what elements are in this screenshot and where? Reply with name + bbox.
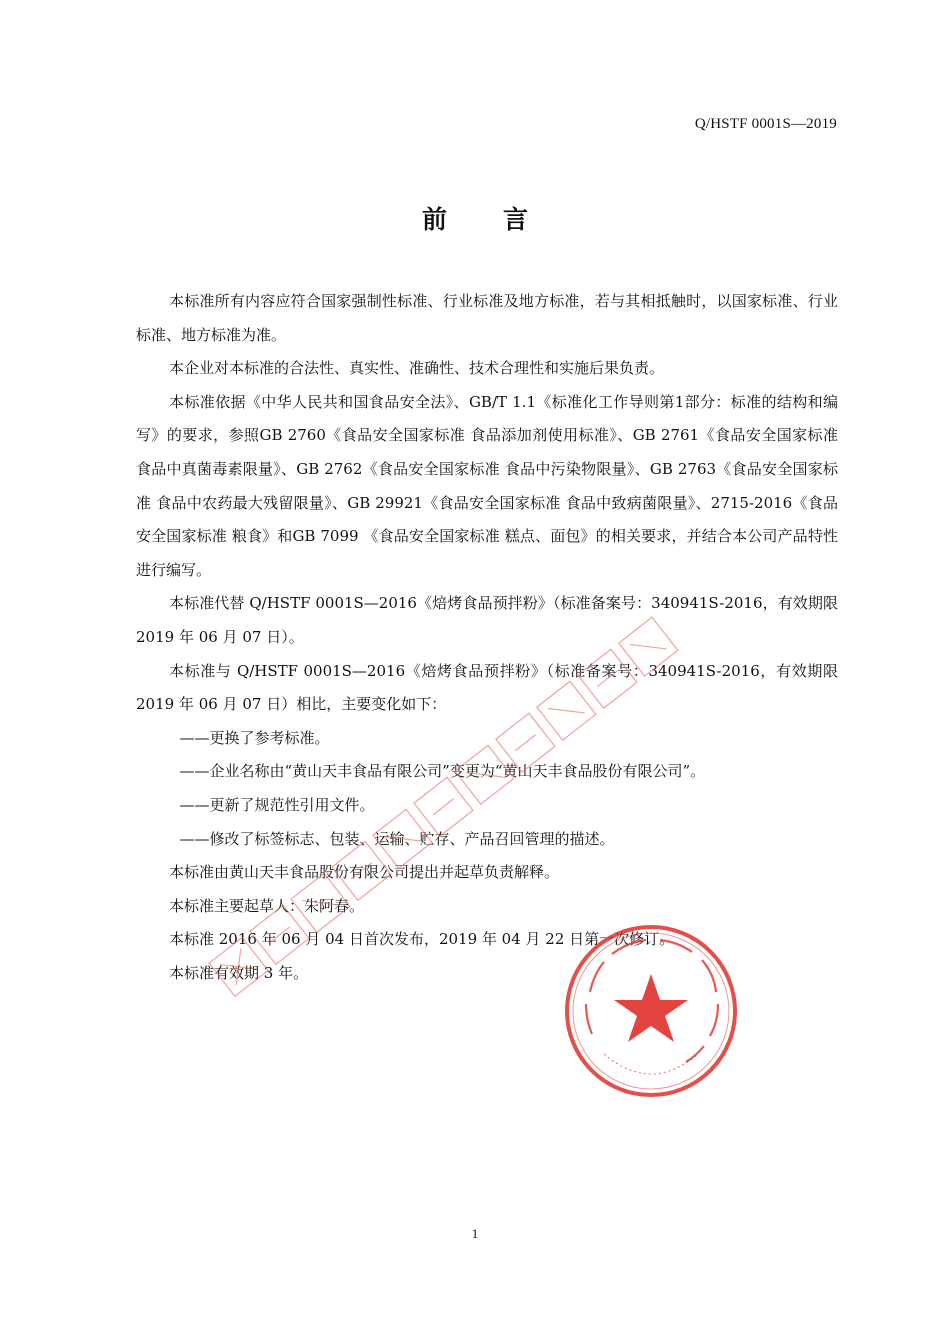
- closing-paragraph: 本标准由黄山天丰食品股份有限公司提出并起草负责解释。: [169, 863, 560, 882]
- paragraph: 本标准所有内容应符合国家强制性标准、行业标准及地方标准，若与其相抵触时，以国家标准、行业标准、地方标准为准。: [136, 292, 838, 344]
- paragraph: 本标准依据《中华人民共和国食品安全法》、GB/T 1.1《标准化工作导则第1部分：标准的结构和编写》的要求，参照GB 2760《食品安全国家标准 食品添加剂使用标准》、GB 2761《食品安全国家标准 食品中真菌毒素限量》、GB 2762《食品安全国家标准 食品中污染物限量》、GB 2763《食品安全国家标准 食品中农药最大残留限量》、GB 29921《食品安全国家标准 食品中致病菌限量》、2715-2016《食品安全国家标准 粮食》和GB 7099 《食品安全国家标准 糕点、面包》的相关要求，并结合本公司产品特性进行编写。: [136, 392, 838, 579]
- change-item: ——更换了参考标准。: [179, 728, 330, 747]
- page-title: 前言: [421, 205, 584, 234]
- paragraph: 本标准与 Q/HSTF 0001S—2016《焙烤食品预拌粉》（标准备案号：340941S-2016，有效期限 2019 年 06 月 07 日）相比，主要变化如下：: [136, 661, 838, 714]
- closing-paragraph: 本标准主要起草人：朱阿春。: [169, 896, 365, 915]
- closing-paragraph: 本标准有效期 3 年。: [169, 963, 309, 982]
- change-item: ——企业名称由“黄山天丰食品有限公司”变更为“黄山天丰食品股份有限公司”。: [179, 762, 706, 781]
- paragraph: 本标准代替 Q/HSTF 0001S—2016《焙烤食品预拌粉》（标准备案号：340941S-2016，有效期限 2019 年 06 月 07 日）。: [136, 594, 838, 646]
- closing-paragraph: 本标准 2016 年 06 月 04 日首次发布，2019 年 04 月 22 日第一次修订。: [169, 930, 675, 949]
- paragraph: 本企业对本标准的合法性、真实性、准确性、技术合理性和实施后果负责。: [169, 359, 665, 378]
- page-number: 1: [471, 1226, 479, 1241]
- foreword-body: [136, 285, 838, 990]
- change-item: ——更新了规范性引用文件。: [179, 795, 375, 814]
- standard-code: Q/HSTF 0001S—2019: [694, 116, 837, 132]
- change-item: ——修改了标签标志、包装、运输、贮存、产品召回管理的描述。: [179, 829, 615, 848]
